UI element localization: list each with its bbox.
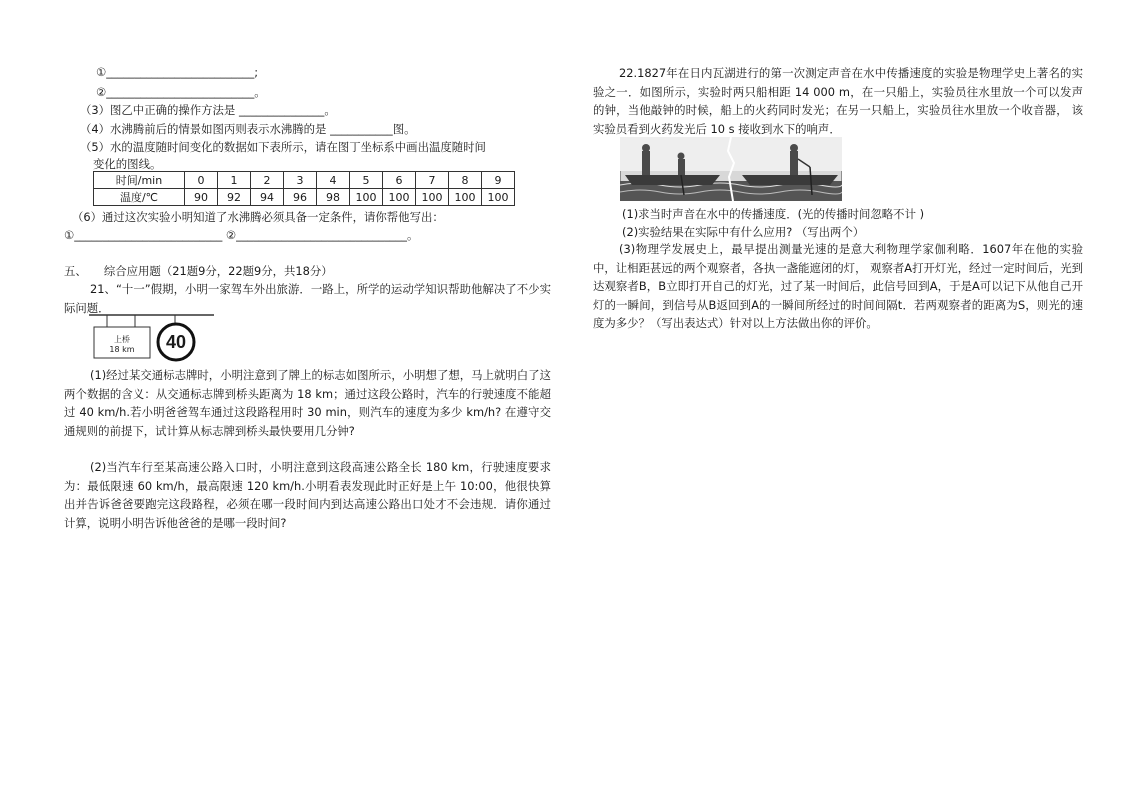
- question-5-line2: 变化的图线。: [93, 157, 162, 171]
- question-22-part3: (3)物理学发展史上，最早提出测量光速的是意大利物理学家伽利略．1607年在他的实验中，让相距甚远的两个观察者，各执一盏能遮闭的灯， 观察者A打开灯光，经过一定时间后，光到达观察者B，B立即打开自己的灯光，过了某一时间后，此信号回到A，于是A可以记下从他自己开灯的一瞬间，到信号从B返回到A的一瞬间所经过的时间间隔t．若两观察者的距离为S，则光的速度为多少？（写出表达式）针对以上方法做出你的评价。: [593, 242, 1083, 331]
- table-cell: 96: [284, 189, 317, 206]
- question-3: （3）图乙中正确的操作方法是 _______________。: [80, 103, 336, 117]
- table-cell: 时间/min: [94, 172, 185, 189]
- table-cell: 9: [482, 172, 515, 189]
- question-5-line1: （5）水的温度随时间变化的数据如下表所示，请在图丁坐标系中画出温度随时间: [80, 140, 486, 154]
- question-22-part1: (1)求当时声音在水中的传播速度．(光的传播时间忽略不计 ): [622, 207, 925, 221]
- table-cell: 90: [185, 189, 218, 206]
- table-cell: 1: [218, 172, 251, 189]
- table-cell: 7: [416, 172, 449, 189]
- table-cell: 3: [284, 172, 317, 189]
- sign-distance: 18 km: [109, 345, 135, 354]
- table-cell: 8: [449, 172, 482, 189]
- table-row-temperature: [94, 189, 515, 206]
- table-cell: 92: [218, 189, 251, 206]
- question-6: （6）通过这次实验小明知道了水沸腾必须具备一定条件，请你帮他写出：: [72, 210, 444, 224]
- question-21-intro: 21、“十一”假期，小明一家驾车外出旅游．一路上，所学的运动学知识帮助他解决了不少实际问题．: [64, 282, 551, 315]
- table-cell: 4: [317, 172, 350, 189]
- question-4: （4）水沸腾前后的情景如图丙则表示水沸腾的是 ___________图。: [80, 122, 416, 136]
- table-cell: 94: [251, 189, 284, 206]
- question-21-part1: (1)经过某交通标志牌时，小明注意到了牌上的标志如图所示，小明想了想，马上就明白了这两个数据的含义：从交通标志牌到桥头距离为 18 km；通过这段公路时，汽车的行驶速度不能超过 40 km/h.若小明爸爸驾车通过这段路程用时 30 min，则汽车的速度为多少 km/h? 在遵守交通规则的前提下，试计算从标志牌到桥头最快要用几分钟?: [64, 368, 551, 438]
- table-row-time: [94, 172, 515, 189]
- temperature-table: [93, 171, 515, 206]
- table-cell: 100: [350, 189, 383, 206]
- table-cell: 6: [383, 172, 416, 189]
- speed-limit-value: 40: [165, 332, 187, 352]
- sign-destination: 上桥: [114, 335, 130, 344]
- table-cell: 100: [482, 189, 515, 206]
- section-heading: 五、 综合应用题（21题9分，22题9分，共18分）: [64, 264, 333, 278]
- table-cell: 5: [350, 172, 383, 189]
- table-cell: 温度/℃: [94, 189, 185, 206]
- traffic-sign-figure: [89, 312, 214, 364]
- table-cell: 98: [317, 189, 350, 206]
- table-cell: 100: [383, 189, 416, 206]
- question-22-part2: (2)实验结果在实际中有什么应用? （写出两个）: [622, 225, 865, 239]
- question-6-blanks[interactable]: ①__________________________ ②______________________________。: [64, 228, 419, 242]
- blank-1[interactable]: ①__________________________;: [96, 65, 259, 79]
- table-cell: 2: [251, 172, 284, 189]
- lake-experiment-picture: [620, 137, 842, 201]
- table-cell: 0: [185, 172, 218, 189]
- question-21-part2: (2)当汽车行至某高速公路入口时，小明注意到这段高速公路全长 180 km，行驶速度要求为：最低限速 60 km/h，最高限速 120 km/h.小明看表发现此时正好是上午 10:00，他很快算出并告诉爸爸要跑完这段路程，必须在哪一段时间内到达高速公路出口处才不会违规．请你通过计算，说明小明告诉他爸爸的是哪一段时间?: [64, 460, 551, 530]
- table-cell: 100: [416, 189, 449, 206]
- table-cell: 100: [449, 189, 482, 206]
- question-22-intro: 22.1827年在日内瓦湖进行的第一次测定声音在水中传播速度的实验是物理学史上著名的实验之一．如图所示，实验时两只船相距 14 000 m，在一只船上，实验员往水里放一个可以发声的钟，当他敲钟的时候，船上的火药同时发光；在另一只船上，实验员往水里放一个收音器， 该实验员看到火药发光后 10 s 接收到水下的响声．: [593, 66, 1083, 136]
- boats-illustration: [620, 137, 842, 201]
- blank-2[interactable]: ②__________________________。: [96, 85, 266, 99]
